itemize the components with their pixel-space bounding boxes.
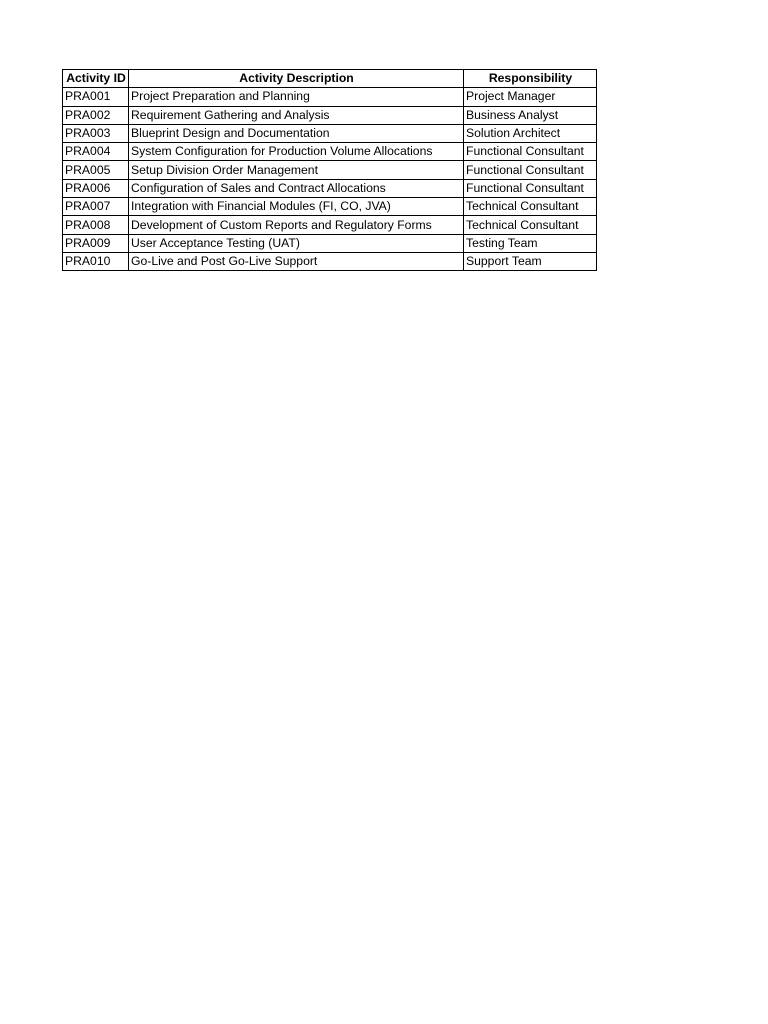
activity-id-cell: PRA009 xyxy=(63,234,129,252)
header-responsibility: Responsibility xyxy=(464,70,597,88)
activity-description-cell: Requirement Gathering and Analysis xyxy=(129,106,464,124)
header-activity-id: Activity ID xyxy=(63,70,129,88)
table-row xyxy=(63,179,597,197)
table-row xyxy=(63,106,597,124)
responsibility-cell: Support Team xyxy=(464,252,597,270)
activity-description-cell: Integration with Financial Modules (FI, CO, JVA) xyxy=(129,198,464,216)
activity-description-cell: Setup Division Order Management xyxy=(129,161,464,179)
activity-id-cell: PRA001 xyxy=(63,88,129,106)
activity-description-cell: Configuration of Sales and Contract Allocations xyxy=(129,179,464,197)
table-row xyxy=(63,161,597,179)
responsibility-cell: Functional Consultant xyxy=(464,161,597,179)
table-row xyxy=(63,88,597,106)
table-row xyxy=(63,124,597,142)
table-row xyxy=(63,143,597,161)
responsibility-cell: Functional Consultant xyxy=(464,179,597,197)
activity-description-cell: Development of Custom Reports and Regulatory Forms xyxy=(129,216,464,234)
responsibility-cell: Technical Consultant xyxy=(464,198,597,216)
table-row xyxy=(63,234,597,252)
activity-id-cell: PRA008 xyxy=(63,216,129,234)
activity-description-cell: Go-Live and Post Go-Live Support xyxy=(129,252,464,270)
responsibility-cell: Business Analyst xyxy=(464,106,597,124)
activity-description-cell: System Configuration for Production Volume Allocations xyxy=(129,143,464,161)
activity-description-cell: User Acceptance Testing (UAT) xyxy=(129,234,464,252)
responsibility-cell: Functional Consultant xyxy=(464,143,597,161)
activity-description-cell: Blueprint Design and Documentation xyxy=(129,124,464,142)
activity-id-cell: PRA010 xyxy=(63,252,129,270)
activity-id-cell: PRA006 xyxy=(63,179,129,197)
table-row xyxy=(63,198,597,216)
activity-id-cell: PRA007 xyxy=(63,198,129,216)
activity-id-cell: PRA002 xyxy=(63,106,129,124)
table-row xyxy=(63,252,597,270)
spreadsheet-page xyxy=(62,69,597,271)
responsibility-cell: Solution Architect xyxy=(464,124,597,142)
activity-id-cell: PRA004 xyxy=(63,143,129,161)
responsibility-cell: Testing Team xyxy=(464,234,597,252)
table-row xyxy=(63,216,597,234)
responsibility-cell: Project Manager xyxy=(464,88,597,106)
activity-id-cell: PRA005 xyxy=(63,161,129,179)
activity-description-cell: Project Preparation and Planning xyxy=(129,88,464,106)
activity-id-cell: PRA003 xyxy=(63,124,129,142)
responsibility-cell: Technical Consultant xyxy=(464,216,597,234)
activity-table xyxy=(62,69,597,271)
header-activity-description: Activity Description xyxy=(129,70,464,88)
table-header-row xyxy=(63,70,597,88)
